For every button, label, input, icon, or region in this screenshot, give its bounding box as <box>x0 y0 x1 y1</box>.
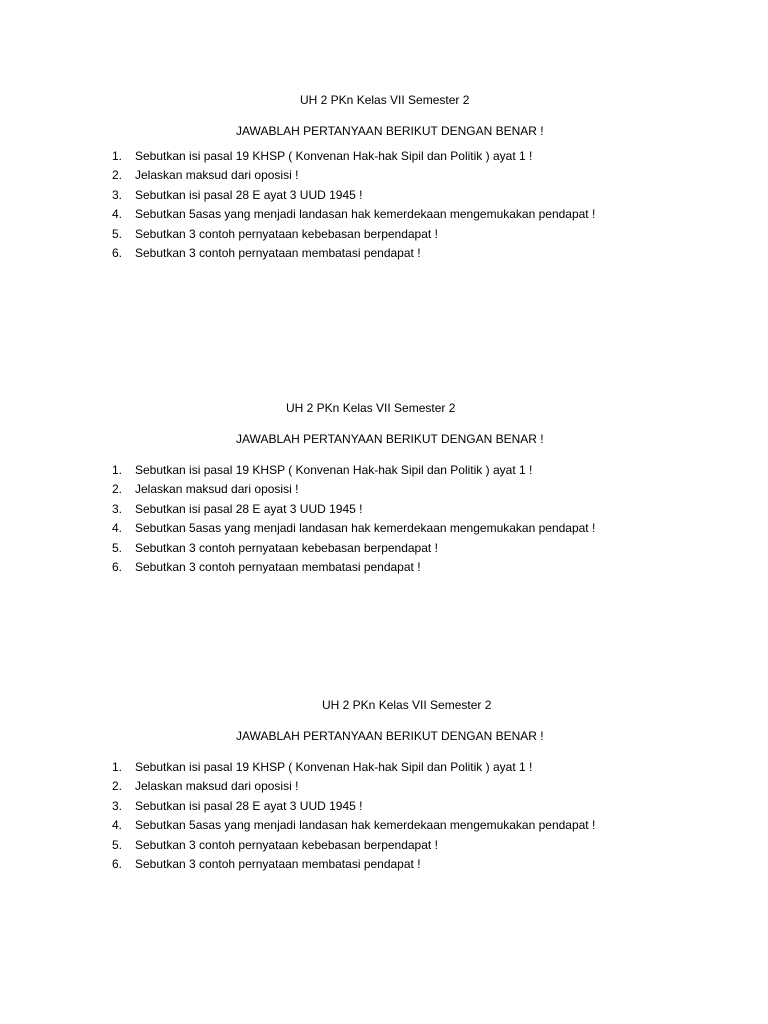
question-number: 6. <box>112 856 123 871</box>
question-number: 2. <box>112 779 123 794</box>
quiz-title: UH 2 PKn Kelas VII Semester 2 <box>322 698 492 712</box>
question-text: Sebutkan 5asas yang menjadi landasan hak kemerdekaan mengemukakan pendapat ! <box>135 818 596 833</box>
quiz-instruction: JAWABLAH PERTANYAAN BERIKUT DENGAN BENAR ! <box>236 729 544 743</box>
question-number: 6. <box>112 245 123 260</box>
question-number: 5. <box>112 540 123 555</box>
question-text: Sebutkan 3 contoh pernyataan kebebasan berpendapat ! <box>135 226 438 241</box>
question-number: 3. <box>112 187 123 202</box>
question-text: Sebutkan 3 contoh pernyataan kebebasan berpendapat ! <box>135 837 438 852</box>
question-text: Sebutkan isi pasal 28 E ayat 3 UUD 1945 ! <box>135 501 363 516</box>
question-number: 2. <box>112 482 123 497</box>
question-text: Jelaskan maksud dari oposisi ! <box>135 482 299 497</box>
question-text: Sebutkan 5asas yang menjadi landasan hak kemerdekaan mengemukakan pendapat ! <box>135 521 596 536</box>
question-number: 5. <box>112 837 123 852</box>
question-text: Sebutkan 3 contoh pernyataan kebebasan berpendapat ! <box>135 540 438 555</box>
question-text: Sebutkan isi pasal 28 E ayat 3 UUD 1945 ! <box>135 798 363 813</box>
question-number: 1. <box>112 760 123 774</box>
question-number: 1. <box>112 463 123 477</box>
question-number: 4. <box>112 818 123 833</box>
question-number: 1. <box>112 149 123 163</box>
question-text: Sebutkan isi pasal 28 E ayat 3 UUD 1945 ! <box>135 187 363 202</box>
question-number: 3. <box>112 501 123 516</box>
question-text: Sebutkan isi pasal 19 KHSP ( Konvenan Hak-hak Sipil dan Politik ) ayat 1 ! <box>135 149 533 163</box>
question-text: Jelaskan maksud dari oposisi ! <box>135 168 299 183</box>
question-text: Sebutkan 5asas yang menjadi landasan hak kemerdekaan mengemukakan pendapat ! <box>135 207 596 222</box>
quiz-title: UH 2 PKn Kelas VII Semester 2 <box>300 93 470 107</box>
question-text: Sebutkan 3 contoh pernyataan membatasi pendapat ! <box>135 559 421 574</box>
quiz-title: UH 2 PKn Kelas VII Semester 2 <box>286 401 456 415</box>
question-number: 4. <box>112 207 123 222</box>
question-text: Sebutkan isi pasal 19 KHSP ( Konvenan Hak-hak Sipil dan Politik ) ayat 1 ! <box>135 463 533 477</box>
quiz-instruction: JAWABLAH PERTANYAAN BERIKUT DENGAN BENAR ! <box>236 124 544 138</box>
quiz-instruction: JAWABLAH PERTANYAAN BERIKUT DENGAN BENAR ! <box>236 432 544 446</box>
question-number: 3. <box>112 798 123 813</box>
question-text: Jelaskan maksud dari oposisi ! <box>135 779 299 794</box>
question-text: Sebutkan isi pasal 19 KHSP ( Konvenan Hak-hak Sipil dan Politik ) ayat 1 ! <box>135 760 533 774</box>
question-number: 2. <box>112 168 123 183</box>
question-number: 4. <box>112 521 123 536</box>
question-number: 6. <box>112 559 123 574</box>
question-text: Sebutkan 3 contoh pernyataan membatasi pendapat ! <box>135 245 421 260</box>
question-text: Sebutkan 3 contoh pernyataan membatasi pendapat ! <box>135 856 421 871</box>
question-number: 5. <box>112 226 123 241</box>
